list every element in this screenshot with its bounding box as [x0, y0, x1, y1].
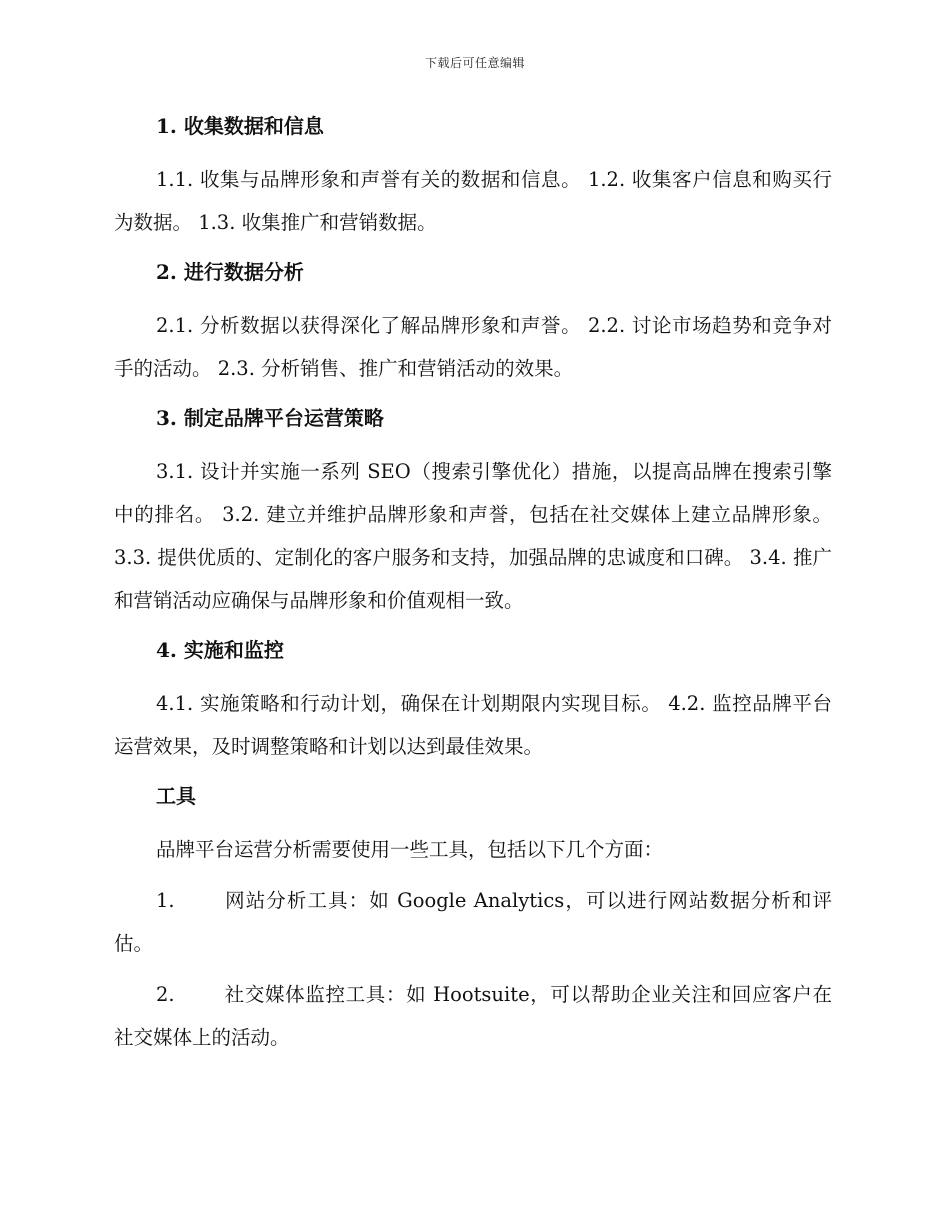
section-paragraph-3: 3.1. 设计并实施一系列 SEO（搜索引擎优化）措施，以提高品牌在搜索引擎中的排名。 3.2. 建立并维护品牌形象和声誉，包括在社交媒体上建立品牌形象。 3.3. 提供优质的、定制化的客户服务和支持，加强品牌的忠诚度和口碑。 3.4. 推广和营销活动应确保与品牌形象和价值观相一致。 [114, 460, 832, 612]
section-paragraph-4: 4.1. 实施策略和行动计划，确保在计划期限内实现目标。 4.2. 监控品牌平台运营效果，及时调整策略和计划以达到最佳效果。 [114, 692, 832, 758]
section-heading-3: 3. 制定品牌平台运营策略 [156, 406, 384, 430]
list-item-number: 1. [156, 889, 175, 912]
list-item [114, 973, 832, 1059]
page-header: 下载后可任意编辑 [424, 56, 525, 70]
document-body [114, 106, 832, 1067]
tools-intro: 品牌平台运营分析需要使用一些工具，包括以下几个方面： [156, 838, 664, 861]
tools-heading: 工具 [156, 784, 196, 808]
list-item-number: 2. [156, 983, 175, 1006]
section-heading-2: 2. 进行数据分析 [156, 260, 304, 284]
list-item-text: 社交媒体监控工具：如 Hootsuite，可以帮助企业关注和回应客户在社交媒体上的活动。 [114, 983, 832, 1049]
list-item [114, 879, 832, 965]
list-item-text: 网站分析工具：如 Google Analytics，可以进行网站数据分析和评估。 [114, 889, 832, 955]
section-paragraph-1: 1.1. 收集与品牌形象和声誉有关的数据和信息。 1.2. 收集客户信息和购买行为数据。 1.3. 收集推广和营销数据。 [114, 168, 832, 234]
section-paragraph-2: 2.1. 分析数据以获得深化了解品牌形象和声誉。 2.2. 讨论市场趋势和竞争对手的活动。 2.3. 分析销售、推广和营销活动的效果。 [114, 314, 832, 380]
section-heading-1: 1. 收集数据和信息 [156, 114, 324, 138]
section-heading-4: 4. 实施和监控 [156, 638, 284, 662]
